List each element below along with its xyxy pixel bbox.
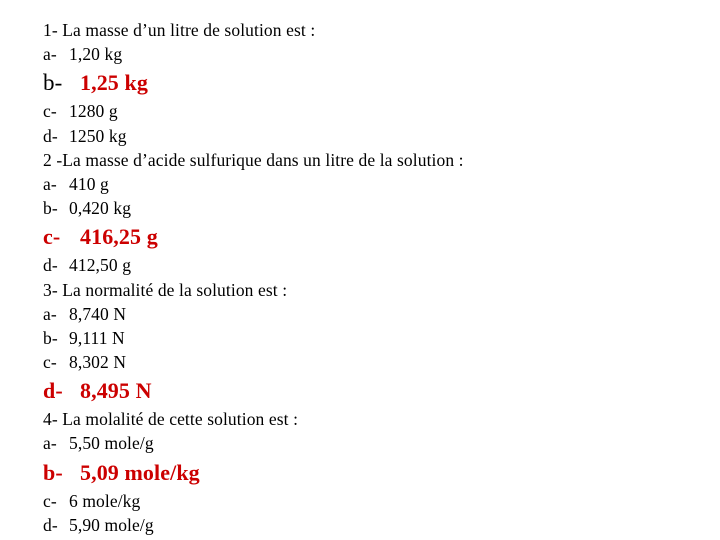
option-marker: d-: [43, 378, 63, 404]
option-2b: [43, 196, 703, 220]
option-text: 1280 g: [69, 101, 118, 122]
option-marker: d-: [43, 125, 58, 146]
option-3c: [43, 350, 703, 374]
option-marker: a-: [43, 433, 57, 454]
correct-answer-text: 1,25 kg: [80, 70, 148, 96]
correct-answer-text: 8,495 N: [80, 378, 152, 404]
option-2a: [43, 172, 703, 196]
question-text: 3- La normalité de la solution est :: [43, 279, 288, 300]
option-text: 1,20 kg: [69, 44, 123, 65]
option-3b: [43, 326, 703, 350]
correct-answer-text: 416,25 g: [80, 224, 158, 250]
option-marker: b-: [43, 70, 63, 96]
option-2d: [43, 253, 703, 277]
option-1d: [43, 124, 703, 148]
option-marker: a-: [43, 303, 57, 324]
option-marker: c-: [43, 352, 57, 373]
option-3d-correct: [43, 376, 703, 405]
question-3: [43, 278, 703, 302]
question-1: [43, 18, 703, 42]
option-marker: d-: [43, 514, 58, 535]
question-text: 4- La molalité de cette solution est :: [43, 409, 299, 430]
option-1b-correct: [43, 68, 703, 97]
option-text: 410 g: [69, 173, 109, 194]
correct-answer-text: 5,09 mole/kg: [80, 459, 200, 485]
option-text: 412,50 g: [69, 255, 132, 276]
option-4d: [43, 513, 703, 537]
option-marker: a-: [43, 44, 57, 65]
question-text: 1- La masse d’un litre de solution est :: [43, 20, 316, 40]
option-text: 0,420 kg: [69, 198, 132, 219]
option-marker: d-: [43, 255, 58, 276]
option-2c-correct: [43, 222, 703, 251]
quiz-document: [43, 18, 703, 537]
option-text: 6 mole/kg: [69, 490, 141, 511]
option-text: 5,50 mole/g: [69, 433, 154, 454]
option-text: 5,90 mole/g: [69, 514, 154, 535]
option-4c: [43, 489, 703, 513]
option-4a: [43, 431, 703, 455]
option-text: 8,302 N: [69, 352, 127, 373]
option-text: 1250 kg: [69, 125, 127, 146]
option-4b-correct: [43, 458, 703, 487]
option-1c: [43, 99, 703, 123]
option-marker: b-: [43, 459, 63, 485]
option-marker: c-: [43, 490, 57, 511]
option-marker: c-: [43, 224, 61, 250]
option-marker: b-: [43, 327, 58, 348]
option-3a: [43, 302, 703, 326]
option-marker: a-: [43, 173, 57, 194]
option-1a: [43, 42, 703, 66]
option-marker: b-: [43, 198, 58, 219]
question-2: [43, 148, 703, 172]
option-marker: c-: [43, 101, 57, 122]
question-4: [43, 407, 703, 431]
option-text: 8,740 N: [69, 303, 127, 324]
question-text: 2 -La masse d’acide sulfurique dans un litre de la solution :: [43, 149, 464, 170]
option-text: 9,111 N: [69, 327, 125, 348]
